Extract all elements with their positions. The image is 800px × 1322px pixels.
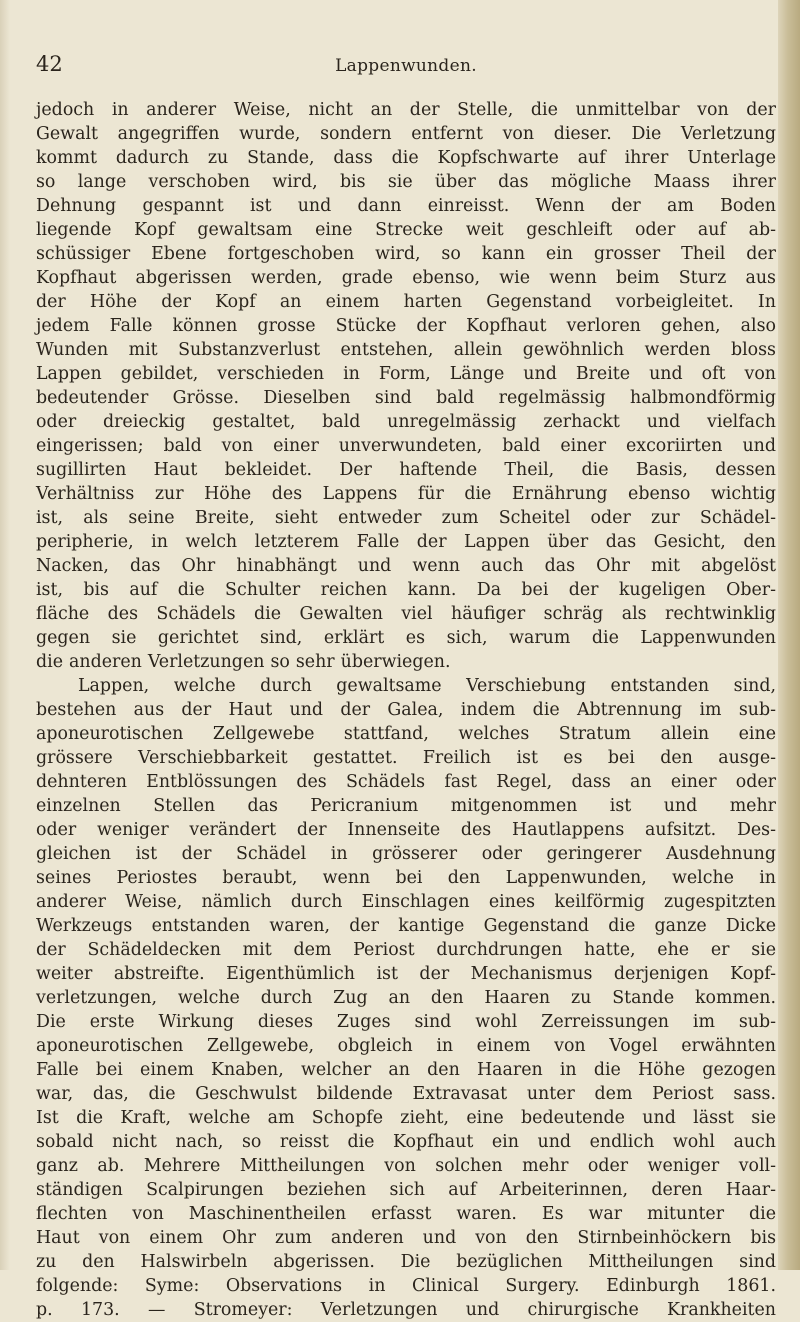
text-line: jedoch in anderer Weise, nicht an der Stelle, die unmittelbar von der — [36, 100, 776, 120]
text-line: Haut von einem Ohr zum anderen und von den Stirnbeinhöckern bis — [36, 1228, 776, 1248]
text-line: ständigen Scalpirungen beziehen sich auf Arbeiterinnen, deren Haar- — [36, 1180, 776, 1200]
text-line: eingerissen; bald von einer unverwundeten, bald einer excoriirten und — [36, 436, 776, 456]
text-line: anderer Weise, nämlich durch Einschlagen eines keilförmig zugespitzten — [36, 892, 776, 912]
text-line: p. 173. — Stromeyer: Verletzungen und chirurgische Krankheiten — [36, 1300, 776, 1320]
page-gutter-shadow — [0, 0, 10, 1270]
text-line: bedeutender Grösse. Dieselben sind bald regelmässig halbmondförmig — [36, 388, 776, 408]
text-line: Kopfhaut abgerissen werden, grade ebenso, wie wenn beim Sturz aus — [36, 268, 776, 288]
text-line: Die erste Wirkung dieses Zuges sind wohl Zerreissungen im sub- — [36, 1012, 776, 1032]
text-line: Dehnung gespannt ist und dann einreisst. Wenn der am Boden — [36, 196, 776, 216]
text-line: Gewalt angegriffen wurde, sondern entfernt von dieser. Die Verletzung — [36, 124, 776, 144]
text-line: schüssiger Ebene fortgeschoben wird, so kann ein grosser Theil der — [36, 244, 776, 264]
text-line: ist, bis auf die Schulter reichen kann. Da bei der kugeligen Ober- — [36, 580, 776, 600]
text-line: Falle bei einem Knaben, welcher an den Haaren in die Höhe gezogen — [36, 1060, 776, 1080]
text-line: folgende: Syme: Observations in Clinical Surgery. Edinburgh 1861. — [36, 1276, 776, 1296]
page-number: 42 — [36, 52, 63, 76]
page-edge — [778, 0, 800, 1270]
text-line: grössere Verschiebbarkeit gestattet. Freilich ist es bei den ausge- — [36, 748, 776, 768]
text-line: sobald nicht nach, so reisst die Kopfhaut ein und endlich wohl auch — [36, 1132, 776, 1152]
text-line: fläche des Schädels die Gewalten viel häufiger schräg als rechtwinklig — [36, 604, 776, 624]
text-line: sugillirten Haut bekleidet. Der haftende Theil, die Basis, dessen — [36, 460, 776, 480]
paragraph-first-line: Lappen, welche durch gewaltsame Verschiebung entstanden sind, — [78, 676, 776, 696]
text-line: verletzungen, welche durch Zug an den Haaren zu Stande kommen. — [36, 988, 776, 1008]
text-line: Ist die Kraft, welche am Schopfe zieht, eine bedeutende und lässt sie — [36, 1108, 776, 1128]
text-line: seines Periostes beraubt, wenn bei den Lappenwunden, welche in — [36, 868, 776, 888]
text-line: der Schädeldecken mit dem Periost durchdrungen hatte, ehe er sie — [36, 940, 776, 960]
text-line: der Höhe der Kopf an einem harten Gegenstand vorbeigleitet. In — [36, 292, 776, 312]
text-line: flechten von Maschinentheilen erfasst waren. Es war mitunter die — [36, 1204, 776, 1224]
text-line: ganz ab. Mehrere Mittheilungen von solchen mehr oder weniger voll- — [36, 1156, 776, 1176]
running-title: Lappenwunden. — [335, 56, 477, 76]
page-header — [36, 52, 776, 80]
text-line: Verhältniss zur Höhe des Lappens für die Ernährung ebenso wichtig — [36, 484, 776, 504]
text-line: so lange verschoben wird, bis sie über das mögliche Maass ihrer — [36, 172, 776, 192]
text-line: aponeurotischen Zellgewebe stattfand, welches Stratum allein eine — [36, 724, 776, 744]
text-line: zu den Halswirbeln abgerissen. Die bezüglichen Mittheilungen sind — [36, 1252, 776, 1272]
text-line: peripherie, in welch letzterem Falle der Lappen über das Gesicht, den — [36, 532, 776, 552]
text-line: einzelnen Stellen das Pericranium mitgenommen ist und mehr — [36, 796, 776, 816]
text-line: Wunden mit Substanzverlust entstehen, allein gewöhnlich werden bloss — [36, 340, 776, 360]
text-line: kommt dadurch zu Stande, dass die Kopfschwarte auf ihrer Unterlage — [36, 148, 776, 168]
text-line: weiter abstreifte. Eigenthümlich ist der Mechanismus derjenigen Kopf- — [36, 964, 776, 984]
text-line: jedem Falle können grosse Stücke der Kopfhaut verloren gehen, also — [36, 316, 776, 336]
text-line: Werkzeugs entstanden waren, der kantige Gegenstand die ganze Dicke — [36, 916, 776, 936]
text-line: liegende Kopf gewaltsam eine Strecke weit geschleift oder auf ab- — [36, 220, 776, 240]
text-line: ist, als seine Breite, sieht entweder zum Scheitel oder zur Schädel- — [36, 508, 776, 528]
body-text — [36, 98, 776, 1322]
text-line: gegen sie gerichtet sind, erklärt es sich, warum die Lappenwunden — [36, 628, 776, 648]
text-line: war, das, die Geschwulst bildende Extravasat unter dem Periost sass. — [36, 1084, 776, 1104]
text-line: aponeurotischen Zellgewebe, obgleich in einem von Vogel erwähnten — [36, 1036, 776, 1056]
text-line: oder dreieckig gestaltet, bald unregelmässig zerhackt und vielfach — [36, 412, 776, 432]
text-line: bestehen aus der Haut und der Galea, indem die Abtrennung im sub- — [36, 700, 776, 720]
text-line: oder weniger verändert der Innenseite des Hautlappens aufsitzt. Des- — [36, 820, 776, 840]
text-line: dehnteren Entblössungen des Schädels fast Regel, dass an einer oder — [36, 772, 776, 792]
text-line: Nacken, das Ohr hinabhängt und wenn auch das Ohr mit abgelöst — [36, 556, 776, 576]
text-line: gleichen ist der Schädel in grösserer oder geringerer Ausdehnung — [36, 844, 776, 864]
text-line: Lappen gebildet, verschieden in Form, Länge und Breite und oft von — [36, 364, 776, 384]
paragraph-last-line: die anderen Verletzungen so sehr überwiegen. — [36, 652, 451, 672]
